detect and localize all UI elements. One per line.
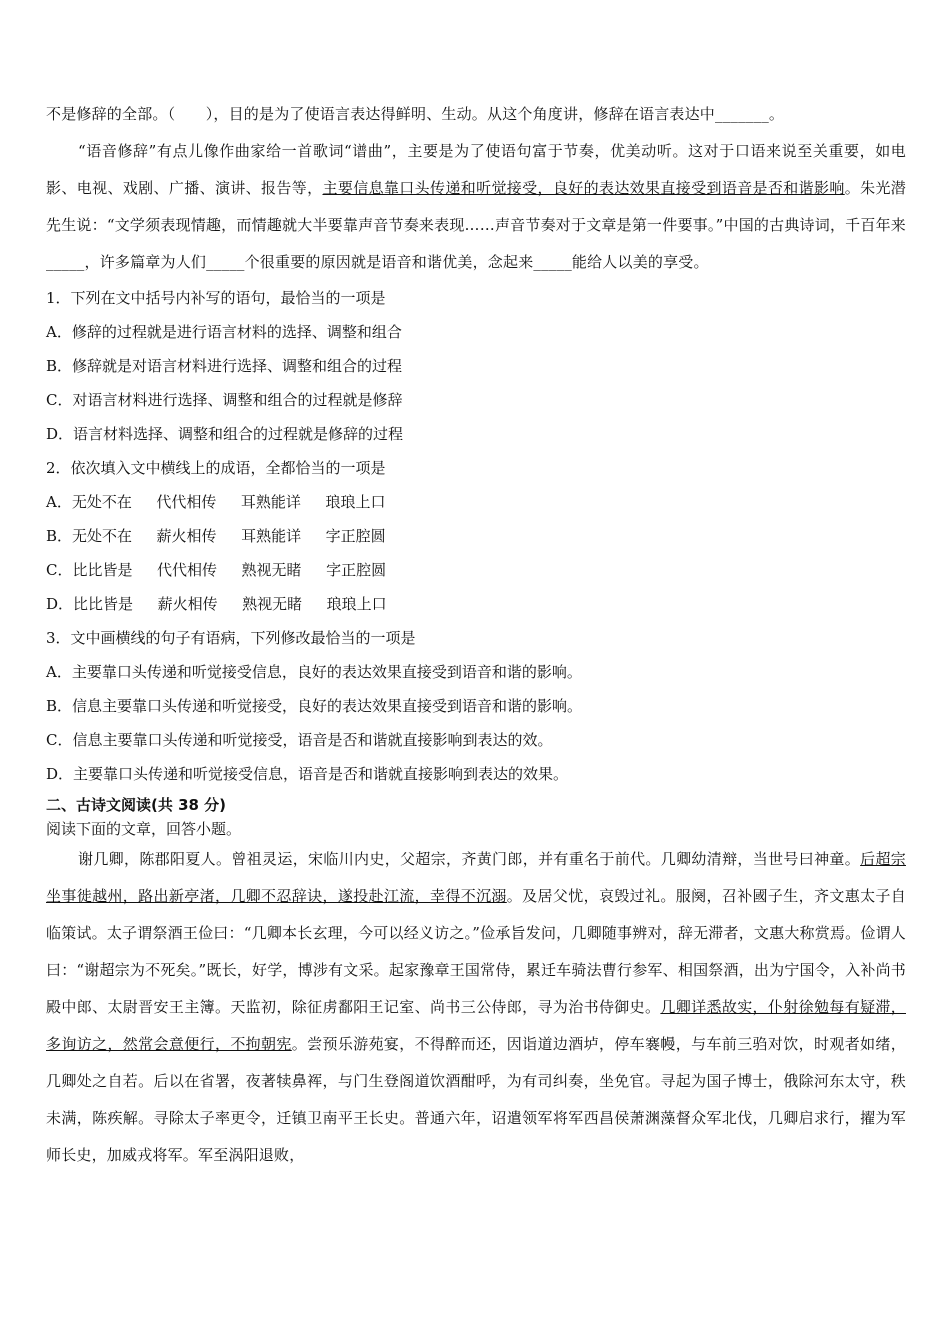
option-b[interactable]: B．无处不在 薪火相传 耳熟能详 字正腔圆 [46, 527, 386, 545]
intro-text-a: “语音修辞”有点儿像作曲家给一首歌词“谱曲”，主要是为了使语句富于节奏，优美动听。这对于口语来说至关重要，如电影、电视、戏剧、广播、演讲、报告等， [46, 142, 906, 197]
option-d[interactable]: D．主要靠口头传递和听觉接受信息，语音是否和谐就直接影响到表达的效果。 [46, 765, 569, 783]
question-1 [46, 281, 906, 451]
passage-text-a: 谢几卿，陈郡阳夏人。曾祖灵运，宋临川内史，父超宗，齐黄门郎，并有重名于前代。几卿幼清辩，当世号曰神童。 [78, 850, 861, 868]
question-2 [46, 451, 906, 621]
option-b[interactable]: B．修辞就是对语言材料进行选择、调整和组合的过程 [46, 357, 403, 375]
option-c[interactable]: C．对语言材料进行选择、调整和组合的过程就是修辞 [46, 391, 403, 409]
question-stem: 1．下列在文中括号内补写的语句，最恰当的一项是 [46, 289, 386, 307]
classical-passage [46, 841, 906, 1174]
question-stem: 3．文中画横线的句子有语病，下列修改最恰当的一项是 [46, 629, 416, 647]
intro-line: 不是修辞的全部。（ ），目的是为了使语言表达得鲜明、生动。从这个角度讲，修辞在语言表达中_______。 [46, 105, 785, 123]
option-c[interactable]: C．比比皆是 代代相传 熟视无睹 字正腔圆 [46, 561, 387, 579]
underlined-sentence-1: 后超宗坐事徙越州，路出新亭渚，几卿不忍辞诀，遂投赴江流，幸得不沉溺 [46, 850, 906, 905]
question-stem: 2．依次填入文中横线上的成语，全都恰当的一项是 [46, 459, 386, 477]
intro-text-b: 。朱光潜先生说：“文学须表现情趣，而情趣就大半要靠声音节奏来表现……声音节奏对于文章是第一件要事。”中国的古典诗词，千百年来_____，许多篇章为人们_____个很重要的原因就是语音和谐优美，念起来_____能给人以美的享受。 [46, 179, 906, 271]
passage-text-c: 。尝预乐游苑宴，不得醉而还，因诣道边酒垆，停车褰幔，与车前三驺对饮，时观者如绪，几卿处之自若。后以在省署，夜著犊鼻裈，与门生登阁道饮酒酣呼，为有司纠奏，坐免官。寻起为国子博士，俄除河东太守，秩未满，陈疾解。寻除太子率更令，迁镇卫南平王长史。普通六年，诏遣领军将军西昌侯萧渊藻督众军北伐，几卿启求行，擢为军师长史，加威戎将军。军至涡阳退败， [46, 1035, 906, 1164]
underlined-sentence: 主要信息靠口头传递和听觉接受，良好的表达效果直接受到语音是否和谐影响 [322, 179, 845, 197]
underlined-sentence-2: 几卿详悉故实，仆射徐勉每有疑滞，多询访之，然常会意便行，不拘朝宪 [46, 998, 906, 1053]
section-heading: 二、古诗文阅读(共 38 分) [46, 796, 227, 814]
option-d[interactable]: D．比比皆是 薪火相传 熟视无睹 琅琅上口 [46, 595, 387, 613]
option-a[interactable]: A．无处不在 代代相传 耳熟能详 琅琅上口 [46, 493, 386, 511]
intro-paragraph [46, 133, 906, 281]
option-b[interactable]: B．信息主要靠口头传递和听觉接受，良好的表达效果直接受到语音和谐的影响。 [46, 697, 583, 715]
option-d[interactable]: D．语言材料选择、调整和组合的过程就是修辞的过程 [46, 425, 404, 443]
passage-text-b: 。及居父忧，哀毁过礼。服阕，召补國子生，齐文惠太子自临策试。太子谓祭酒王俭曰：“几卿本长玄理，今可以经义访之。”俭承旨发问，几卿随事辨对，辞无滞者，文惠大称赏焉。俭谓人曰：“谢超宗为不死矣。”既长，好学，博涉有文采。起家豫章王国常侍，累迁车骑法曹行参军、相国祭酒，出为宁国令，入补尚书殿中郎、太尉晋安王主簿。天监初，除征虏鄱阳王记室、尚书三公侍郎，寻为治书侍御史。 [46, 887, 906, 1016]
option-a[interactable]: A．主要靠口头传递和听觉接受信息，良好的表达效果直接受到语音和谐的影响。 [46, 663, 582, 681]
section-instruction: 阅读下面的文章，回答小题。 [46, 820, 242, 838]
question-3 [46, 621, 906, 791]
document-page [46, 96, 906, 1174]
option-a[interactable]: A．修辞的过程就是进行语言材料的选择、调整和组合 [46, 323, 402, 341]
option-c[interactable]: C．信息主要靠口头传递和听觉接受，语音是否和谐就直接影响到表达的效。 [46, 731, 553, 749]
